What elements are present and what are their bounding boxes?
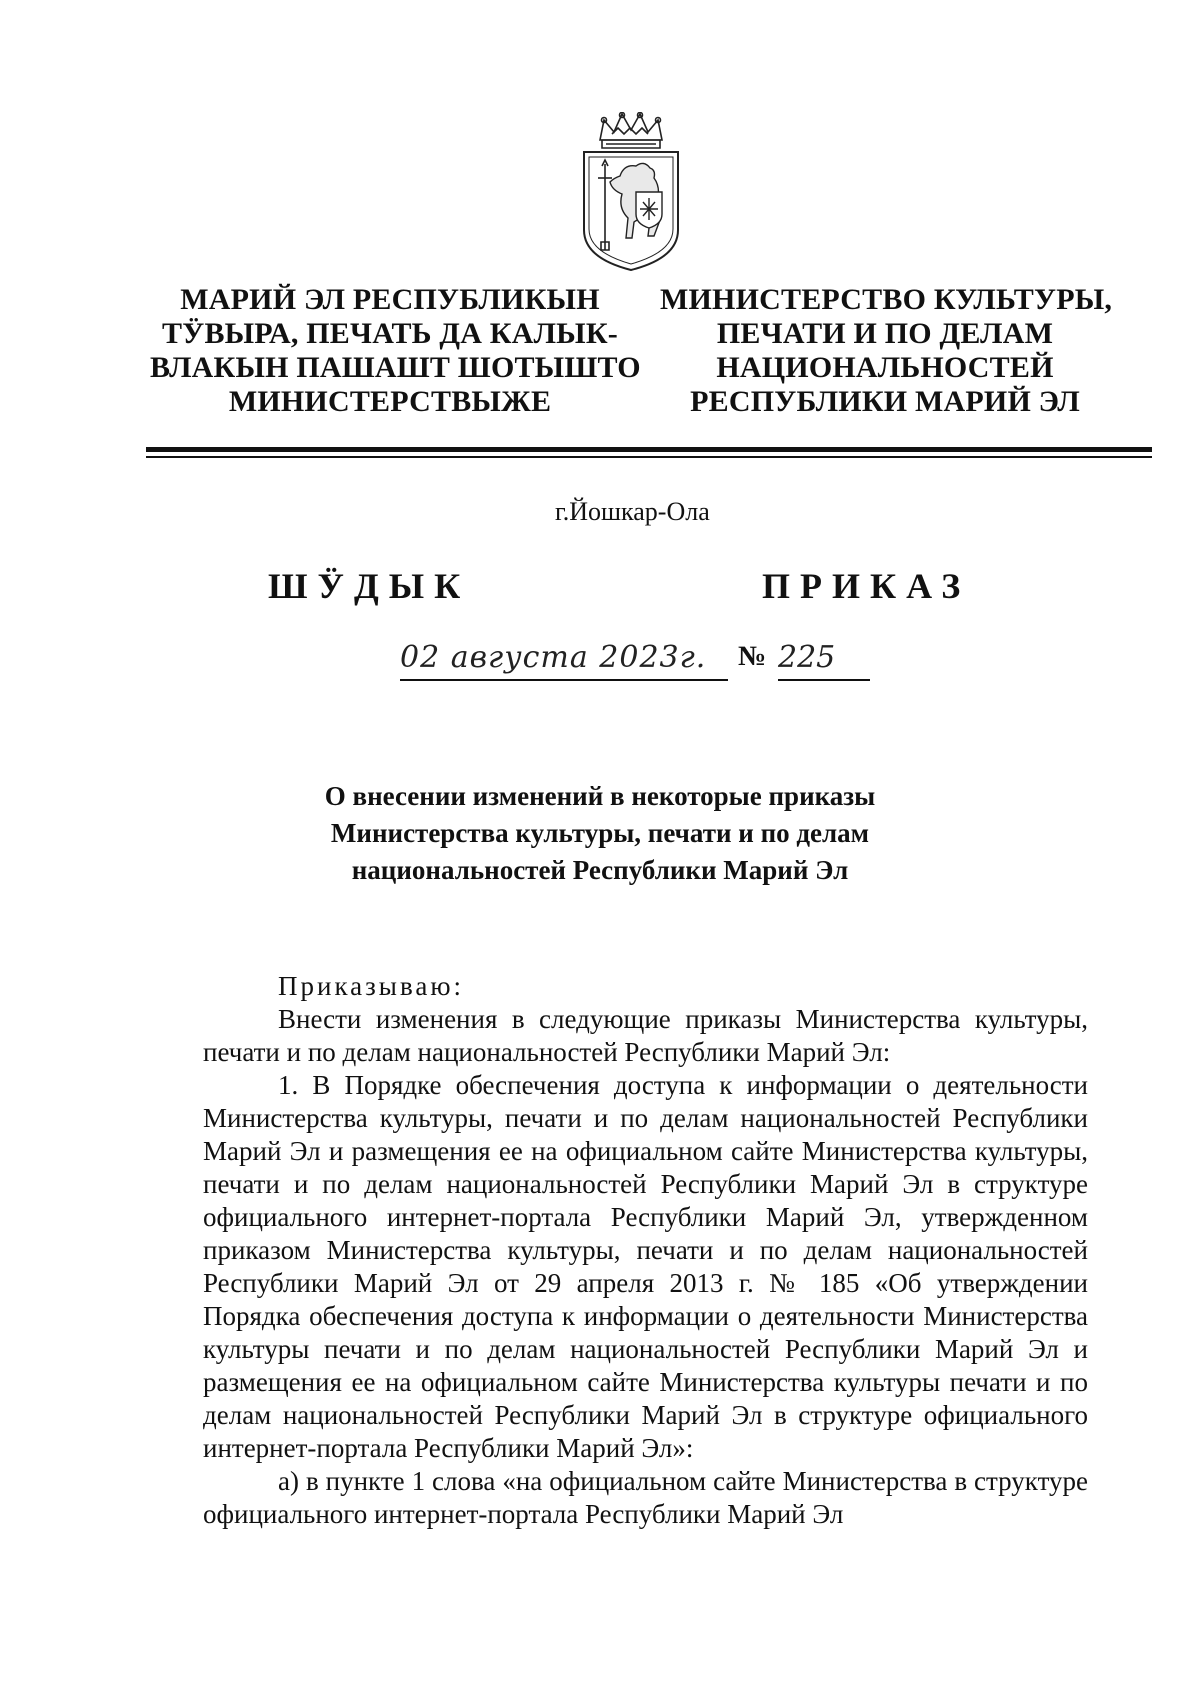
header-right-line: МИНИСТЕРСТВО КУЛЬТУРЫ, bbox=[660, 283, 1113, 316]
header-left-line: МАРИЙ ЭЛ РЕСПУБЛИКЫН bbox=[180, 283, 600, 316]
title-line: национальностей Республики Марий Эл bbox=[351, 855, 849, 885]
header-left bbox=[150, 283, 641, 419]
handwritten-date: 02 августа 2023г. bbox=[400, 637, 728, 681]
header-left-line: ТӰВЫРА, ПЕЧАТЬ ДА КАЛЫК- bbox=[162, 317, 618, 350]
header-divider-thin bbox=[146, 456, 1152, 458]
header-right-line: ПЕЧАТИ И ПО ДЕЛАМ bbox=[716, 317, 1054, 350]
coat-of-arms-icon bbox=[578, 112, 684, 272]
header-right-line: РЕСПУБЛИКИ МАРИЙ ЭЛ bbox=[690, 385, 1080, 418]
document-body bbox=[203, 970, 1088, 1531]
handwritten-number: 225 bbox=[778, 637, 870, 681]
order-word: Приказываю: bbox=[278, 971, 464, 1001]
city-name: г.Йошкар-Ола bbox=[555, 497, 710, 526]
header-left-line: МИНИСТЕРСТВЫЖЕ bbox=[228, 385, 552, 418]
header-left-line: ВЛАКЫН ПАШАШТ ШОТЫШТО bbox=[150, 351, 641, 384]
body-paragraph: 1. В Порядке обеспечения доступа к информации о деятельности Министерства культуры, печати и по делам национальностей Республики Марий Эл и размещения ее на официальном сайте Министерства культуры, печати и по делам национальностей Республики Марий Эл в структуре официального интернет-портала Республики Марий Эл, утвержденном приказом Министерства культуры, печати и по делам национальностей Республики Марий Эл от 29 апреля 2013 г. № 185 «Об утверждении Порядка обеспечения доступа к информации о деятельности Министерства культуры печати и по делам национальностей Республики Марий Эл и размещения ее на официальном сайте Министерства культуры печати и по делам национальностей Республики Марий Эл в структуре официального интернет-портала Республики Марий Эл»: bbox=[203, 1070, 1088, 1463]
number-sign: № bbox=[738, 641, 767, 672]
title-line: О внесении изменений в некоторые приказы bbox=[324, 781, 876, 811]
header-divider-thick bbox=[146, 447, 1152, 452]
header-right-line: НАЦИОНАЛЬНОСТЕЙ bbox=[716, 351, 1054, 384]
document-title bbox=[300, 778, 900, 889]
body-paragraph: Внести изменения в следующие приказы Министерства культуры, печати и по делам национальностей Республики Марий Эл: bbox=[203, 1004, 1088, 1067]
title-line: Министерства культуры, печати и по делам bbox=[330, 818, 870, 848]
header-right bbox=[660, 283, 1113, 419]
doc-type-russian: ПРИКАЗ bbox=[762, 566, 971, 606]
body-paragraph: а) в пункте 1 слова «на официальном сайте Министерства в структуре официального интернет-портала Республики Марий Эл bbox=[203, 1466, 1088, 1529]
doc-type-mari: ШӰДЫК bbox=[268, 566, 471, 606]
